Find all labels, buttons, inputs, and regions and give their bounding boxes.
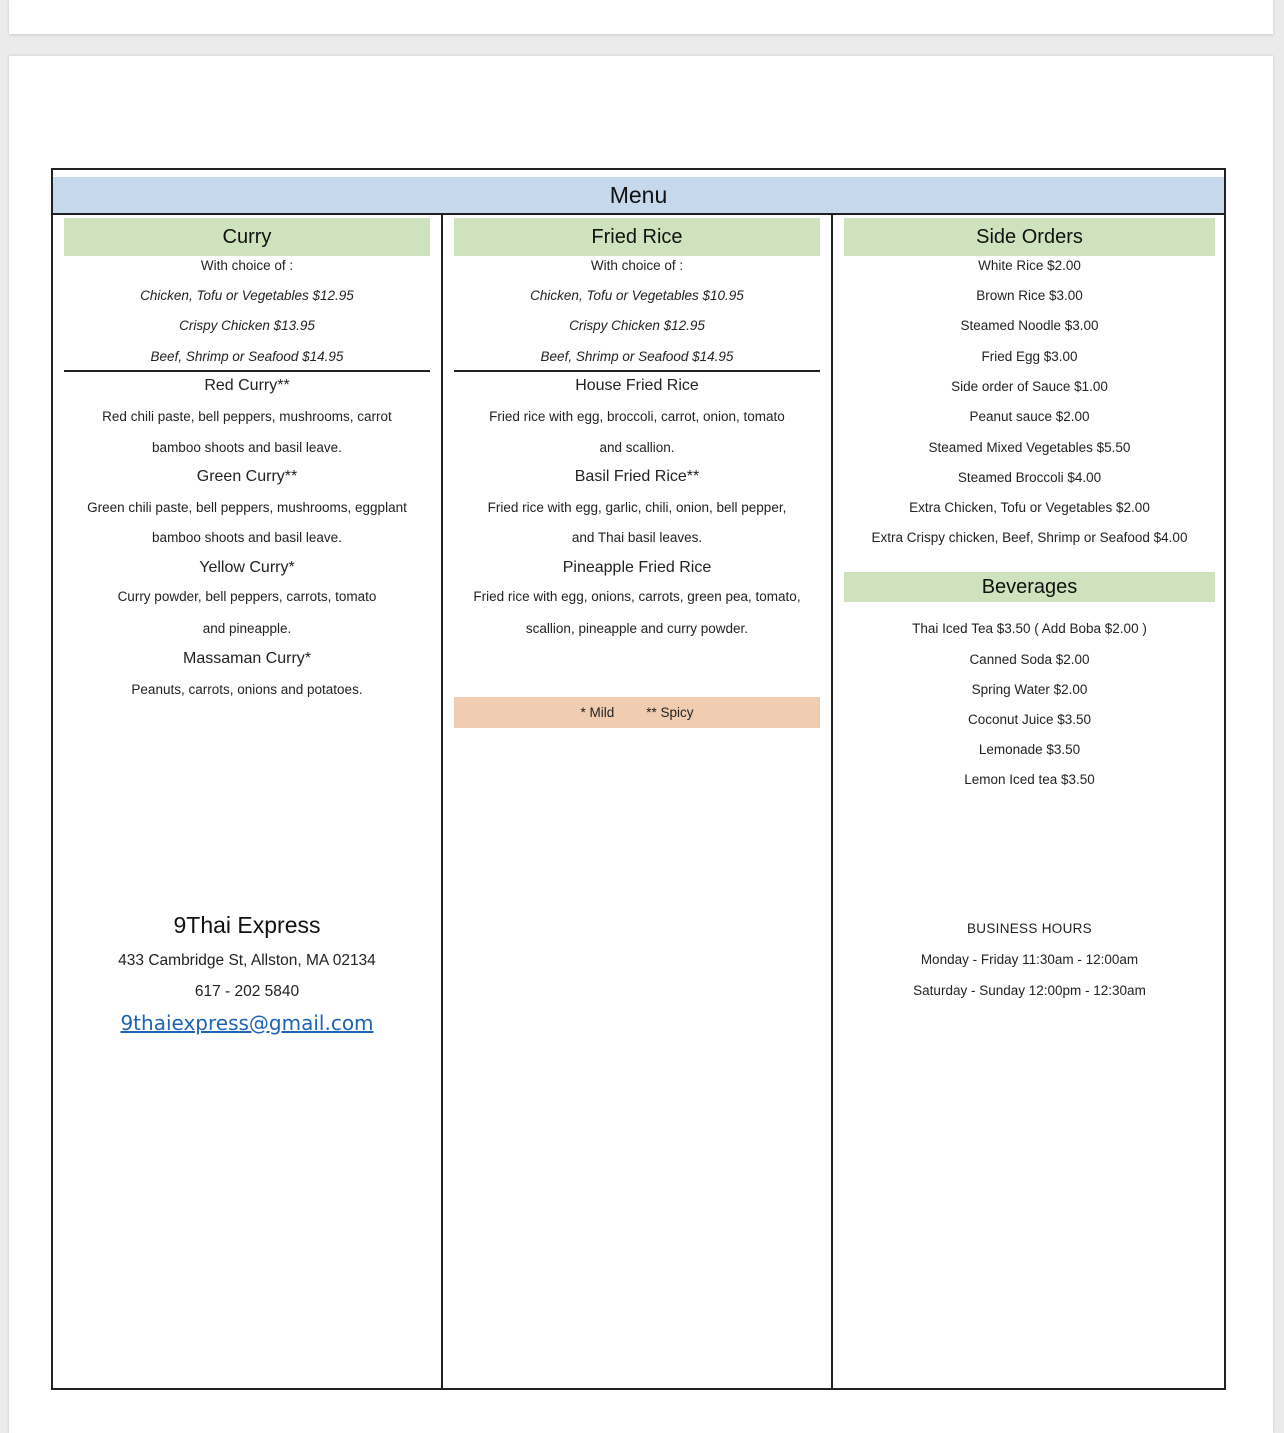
mild-legend: * Mild <box>580 705 615 720</box>
beverage-item: Lemonade $3.50 <box>978 742 1081 757</box>
dish-description: and Thai basil leaves. <box>571 530 703 545</box>
hours-weekend: Saturday - Sunday 12:00pm - 12:30am <box>913 983 1146 998</box>
hours-weekday: Monday - Friday 11:30am - 12:00am <box>920 952 1139 967</box>
spicy-legend: ** Spicy <box>646 705 694 720</box>
fried-rice-choice-label: With choice of : <box>590 258 684 273</box>
side-order-item: Side order of Sauce $1.00 <box>951 379 1108 394</box>
side-order-item: Extra Crispy chicken, Beef, Shrimp or Seafood $4.00 <box>871 530 1188 545</box>
email-link[interactable]: 9thaiexpress@gmail.com <box>120 1011 374 1035</box>
dish-description: Fried rice with egg, broccoli, carrot, onion, tomato <box>489 409 785 424</box>
dish-name: Yellow Curry* <box>199 559 295 576</box>
dish-name: Red Curry** <box>204 377 290 394</box>
curry-choice: Chicken, Tofu or Vegetables $12.95 <box>140 288 354 303</box>
beverage-item: Spring Water $2.00 <box>971 682 1088 697</box>
menu-table <box>51 168 1226 1390</box>
side-order-item: Fried Egg $3.00 <box>981 349 1078 364</box>
restaurant-address: 433 Cambridge St, Allston, MA 02134 <box>118 952 376 969</box>
dish-name: Pineapple Fried Rice <box>562 559 712 576</box>
beverage-item: Canned Soda $2.00 <box>969 652 1090 667</box>
restaurant-name: 9Thai Express <box>173 912 321 938</box>
side-order-item: Brown Rice $3.00 <box>976 288 1083 303</box>
side-order-item: Extra Chicken, Tofu or Vegetables $2.00 <box>909 500 1150 515</box>
restaurant-phone: 617 - 202 5840 <box>194 983 300 1000</box>
fried-rice-column <box>443 215 833 1388</box>
dish-description: and scallion. <box>599 440 675 455</box>
side-orders-heading: Side Orders <box>844 218 1215 256</box>
dish-description: Fried rice with egg, garlic, chili, onion, bell pepper, <box>487 500 787 515</box>
dish-description: scallion, pineapple and curry powder. <box>525 621 749 636</box>
dish-name: House Fried Rice <box>575 377 699 394</box>
beverage-item: Coconut Juice $3.50 <box>967 712 1092 727</box>
business-hours-title: BUSINESS HOURS <box>967 921 1092 936</box>
dish-description: bamboo shoots and basil leave. <box>152 440 342 455</box>
dish-description: Red chili paste, bell peppers, mushrooms, carrot <box>102 409 392 424</box>
dish-description: Fried rice with egg, onions, carrots, green pea, tomato, <box>473 589 801 604</box>
previous-page <box>9 0 1273 34</box>
spice-legend <box>454 697 820 728</box>
curry-heading: Curry <box>64 218 430 256</box>
menu-title: Menu <box>53 177 1224 215</box>
dish-description: bamboo shoots and basil leave. <box>152 530 342 545</box>
beverage-item: Lemon Iced tea $3.50 <box>964 772 1095 787</box>
divider <box>64 370 430 372</box>
dish-name: Massaman Curry* <box>182 650 312 667</box>
fried-rice-choice: Crispy Chicken $12.95 <box>569 318 705 333</box>
dish-description: Curry powder, bell peppers, carrots, tomato <box>117 589 377 604</box>
dish-description: Peanuts, carrots, onions and potatoes. <box>131 682 363 697</box>
side-order-item: Steamed Broccoli $4.00 <box>957 470 1102 485</box>
dish-name: Basil Fried Rice** <box>574 468 700 485</box>
side-order-item: White Rice $2.00 <box>978 258 1081 273</box>
curry-column <box>53 215 443 1388</box>
fried-rice-heading: Fried Rice <box>454 218 820 256</box>
dish-name: Green Curry** <box>196 468 298 485</box>
side-order-item: Peanut sauce $2.00 <box>969 409 1090 424</box>
curry-choice-label: With choice of : <box>200 258 294 273</box>
fried-rice-choice: Chicken, Tofu or Vegetables $10.95 <box>530 288 744 303</box>
curry-choice: Crispy Chicken $13.95 <box>179 318 315 333</box>
dish-description: and pineapple. <box>202 621 292 636</box>
dish-description: Green chili paste, bell peppers, mushrooms, eggplant <box>87 500 407 515</box>
document-page <box>9 56 1273 1433</box>
beverages-heading: Beverages <box>844 572 1215 602</box>
sides-column <box>833 215 1226 1388</box>
side-order-item: Steamed Noodle $3.00 <box>960 318 1099 333</box>
curry-choice: Beef, Shrimp or Seafood $14.95 <box>150 349 344 364</box>
beverage-item: Thai Iced Tea $3.50 ( Add Boba $2.00 ) <box>912 621 1147 636</box>
divider <box>454 370 820 372</box>
fried-rice-choice: Beef, Shrimp or Seafood $14.95 <box>540 349 734 364</box>
side-order-item: Steamed Mixed Vegetables $5.50 <box>928 440 1131 455</box>
